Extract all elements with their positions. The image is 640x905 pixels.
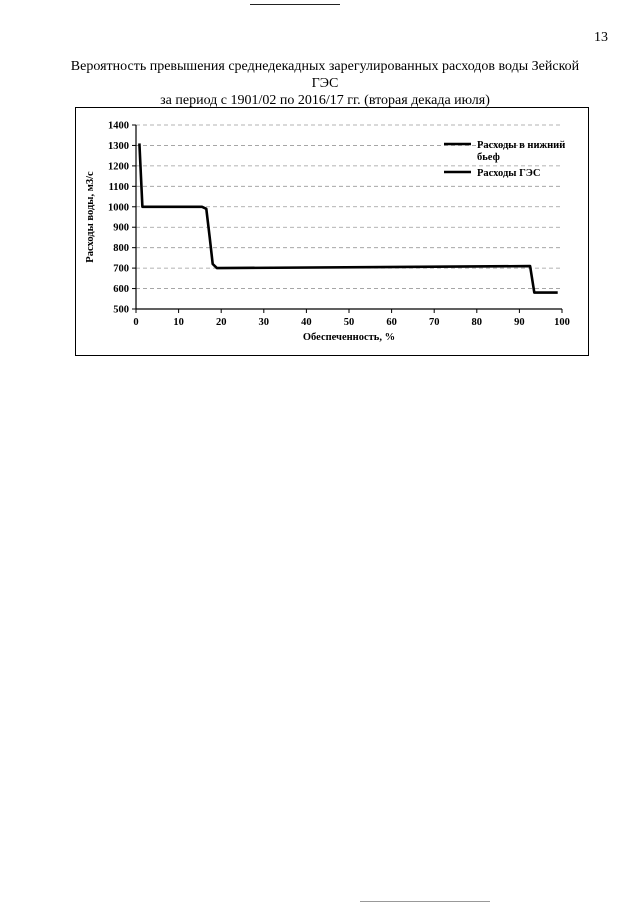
x-tick-label: 50 xyxy=(343,317,355,328)
x-tick-label: 30 xyxy=(258,317,270,328)
x-tick-label: 60 xyxy=(386,317,397,328)
x-tick-label: 40 xyxy=(301,317,312,328)
y-tick-label: 1200 xyxy=(108,161,129,173)
legend-label: Расходы в нижний xyxy=(477,140,566,151)
chart-title xyxy=(60,58,590,109)
x-tick-label: 80 xyxy=(471,317,483,328)
y-tick-label: 1000 xyxy=(108,202,129,214)
x-tick-label: 90 xyxy=(514,317,525,328)
x-axis-title: Обеспеченность, % xyxy=(302,332,396,343)
page-number: 13 xyxy=(594,30,608,45)
title-line-1: Вероятность превышения среднедекадных зарегулированных расходов воды Зейской ГЭС xyxy=(70,59,580,91)
scan-edge-bottom xyxy=(360,901,490,902)
x-tick-label: 20 xyxy=(215,317,227,328)
y-tick-label: 500 xyxy=(113,304,129,316)
x-tick-label: 100 xyxy=(554,317,570,328)
chart-svg xyxy=(76,108,588,355)
y-axis-title: Расходы воды, м3/с xyxy=(85,171,96,263)
chart-frame xyxy=(75,107,589,356)
y-tick-label: 1100 xyxy=(108,181,129,193)
x-tick-label: 0 xyxy=(133,317,139,328)
y-tick-label: 1400 xyxy=(108,120,129,132)
x-tick-label: 70 xyxy=(428,317,440,328)
y-tick-label: 1300 xyxy=(108,140,129,152)
x-tick-label: 10 xyxy=(173,317,184,328)
y-tick-label: 600 xyxy=(113,284,129,296)
title-line-2: за период с 1901/02 по 2016/17 гг. (вторая декада июля) xyxy=(160,93,490,108)
legend-label-continued: бьеф xyxy=(477,152,500,163)
legend-label: Расходы ГЭС xyxy=(477,168,541,179)
scan-edge-top xyxy=(250,4,340,5)
y-tick-label: 700 xyxy=(113,263,129,275)
y-tick-label: 800 xyxy=(113,243,129,255)
y-tick-label: 900 xyxy=(113,222,129,234)
